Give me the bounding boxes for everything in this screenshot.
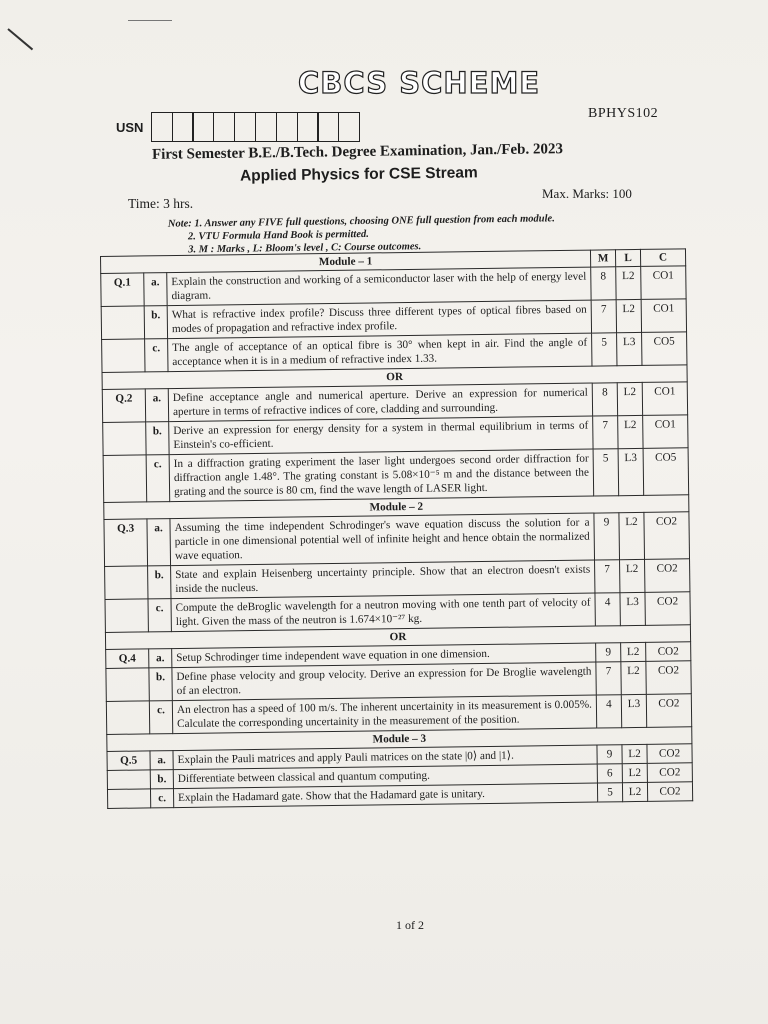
- question-text: In a diffraction grating experiment the laser light undergoes second order diffraction for diffraction angle 1.48°. The grating constant is 5.08×10⁻⁵ m and the distance between the grating and the source is 80 cm, find the wave length of LASER light.: [169, 449, 594, 502]
- question-marks: 7: [596, 662, 621, 695]
- exam-title: First Semester B.E./B.Tech. Degree Examination, Jan./Feb. 2023: [151, 141, 564, 163]
- question-part: b.: [149, 668, 172, 701]
- question-text: Compute the deBroglic wavelength for a neutron moving with one tenth part of velocity of light. Given the mass of the neutron is 1.674×10⁻²⁷ kg.: [171, 593, 595, 632]
- question-part: a.: [144, 273, 167, 306]
- question-outcome: CO2: [645, 592, 690, 626]
- question-part: b.: [144, 306, 167, 339]
- question-level: L2: [618, 415, 643, 448]
- question-level: L3: [621, 694, 646, 727]
- question-outcome: CO2: [646, 694, 691, 728]
- question-outcome: CO1: [642, 382, 687, 416]
- question-number: [105, 566, 148, 600]
- question-number: [107, 770, 150, 790]
- question-part: b.: [146, 422, 169, 455]
- question-marks: 5: [592, 333, 617, 366]
- usn-label: USN: [116, 120, 144, 135]
- question-outcome: CO1: [641, 266, 686, 300]
- top-mark: [128, 20, 172, 21]
- question-marks: 5: [597, 783, 622, 802]
- col-header-outcome: C: [640, 249, 685, 267]
- question-outcome: CO5: [643, 448, 689, 496]
- question-part: a.: [150, 751, 173, 770]
- subject-code: BPHYS102: [588, 106, 659, 121]
- module-heading: Module – 2: [104, 495, 689, 520]
- question-text: Explain the Pauli matrices and apply Pauli matrices on the state |0⟩ and |1⟩.: [173, 745, 597, 770]
- question-part: c.: [150, 789, 173, 808]
- col-header-marks: M: [590, 250, 615, 267]
- question-table: [100, 248, 693, 809]
- question-text: What is refractive index profile? Discuss three different types of optical fibres based on modes of propagation and refractive index profile.: [167, 300, 591, 339]
- module-heading: Module – 3: [107, 727, 692, 752]
- question-text: State and explain Heisenberg uncertainty principle. Show that an electron doesn't exists inside the nucleus.: [171, 560, 595, 599]
- question-number: [102, 339, 145, 373]
- question-number: Q.1: [101, 273, 144, 307]
- question-level: L3: [617, 332, 642, 365]
- col-header-level: L: [615, 249, 640, 266]
- usn-box: [151, 112, 173, 142]
- question-outcome: CO2: [646, 642, 691, 662]
- question-number: [107, 789, 150, 809]
- usn-box: [276, 112, 298, 142]
- max-marks: Max. Marks: 100: [542, 186, 632, 201]
- question-level: L2: [616, 299, 641, 332]
- note-1: Note: 1. Answer any FIVE full questions, choosing ONE full question from each module.: [167, 213, 555, 230]
- question-number: [106, 701, 149, 735]
- or-label: OR: [105, 625, 690, 650]
- question-text: Define phase velocity and group velocity. Derive an expression for De Broglie wavelength of an electron.: [172, 662, 596, 701]
- usn-box: [213, 112, 235, 142]
- usn-box: [192, 112, 214, 142]
- question-marks: 9: [597, 745, 622, 764]
- question-number: [103, 422, 146, 456]
- question-row: [104, 512, 690, 567]
- question-number: Q.4: [106, 649, 149, 669]
- question-level: L3: [618, 448, 644, 495]
- question-text: An electron has a speed of 100 m/s. The inherent uncertainity in its measurement is 0.005%. Calculate the corresponding uncertainity in the measurement of the position.: [172, 695, 596, 734]
- question-part: a.: [145, 389, 168, 422]
- usn-box: [338, 112, 360, 142]
- question-number: Q.2: [102, 389, 145, 423]
- note-2: 2. VTU Formula Hand Book is permitted.: [187, 228, 369, 243]
- question-part: c.: [146, 455, 170, 502]
- question-marks: 4: [595, 593, 620, 626]
- question-text: Explain the Hadamard gate. Show that the Hadamard gate is unitary.: [173, 783, 597, 808]
- question-marks: 8: [592, 383, 617, 416]
- question-level: L2: [620, 559, 645, 592]
- question-level: L2: [621, 661, 646, 694]
- question-outcome: CO2: [645, 559, 690, 593]
- question-text: Define acceptance angle and numerical aperture. Derive an expression for numerical aperture in terms of refractive indices of core, cladding and surrounding.: [168, 383, 592, 422]
- scheme-stamp: CBCS SCHEME: [298, 66, 541, 100]
- time-allowed: Time: 3 hrs.: [128, 196, 194, 211]
- question-number: Q.5: [107, 751, 150, 771]
- pen-mark: [7, 28, 33, 50]
- question-marks: 7: [595, 560, 620, 593]
- usn-box: [317, 112, 339, 142]
- question-level: L2: [617, 382, 642, 415]
- question-marks: 5: [593, 449, 619, 496]
- question-text: Explain the construction and working of a semiconductor laser with the help of energy level diagram.: [167, 267, 591, 306]
- usn-box: [255, 112, 277, 142]
- question-text: Assuming the time independent Schrodinger's wave equation discuss the solution for a particle in one dimensional potential well of infinite height and hence obtain the normalized wave equation.: [170, 513, 595, 566]
- question-level: L2: [619, 512, 645, 559]
- usn-box: [297, 112, 319, 142]
- question-number: [103, 455, 147, 503]
- question-outcome: CO2: [647, 763, 692, 783]
- question-outcome: CO1: [643, 415, 688, 449]
- question-part: c.: [149, 701, 172, 734]
- question-level: L2: [622, 782, 647, 801]
- question-outcome: CO2: [646, 661, 691, 695]
- question-level: L2: [622, 744, 647, 763]
- question-text: Setup Schrodinger time independent wave equation in one dimension.: [172, 643, 596, 668]
- question-outcome: CO2: [647, 782, 692, 802]
- usn-box: [234, 112, 256, 142]
- question-marks: 7: [591, 300, 616, 333]
- question-number: [106, 668, 149, 702]
- question-number: [101, 306, 144, 340]
- question-outcome: CO2: [647, 744, 692, 764]
- note-3: 3. M : Marks , L: Bloom's level , C: Course outcomes.: [188, 241, 422, 256]
- question-row: [103, 448, 689, 503]
- question-level: L3: [620, 592, 645, 625]
- usn-boxes: [152, 112, 360, 142]
- question-marks: 9: [596, 643, 621, 662]
- or-label: OR: [102, 365, 687, 390]
- module-heading: Module – 1: [101, 250, 591, 273]
- question-part: c.: [145, 339, 168, 372]
- question-number: [105, 599, 148, 633]
- usn-box: [172, 112, 194, 142]
- question-part: a.: [147, 519, 171, 566]
- question-text: Derive an expression for energy density for a system in thermal equilibrium in terms of Einstein's co-efficient.: [169, 416, 593, 455]
- question-part: b.: [150, 770, 173, 789]
- question-number: Q.3: [104, 519, 148, 567]
- question-part: b.: [148, 566, 171, 599]
- question-marks: 6: [597, 764, 622, 783]
- question-outcome: CO2: [644, 512, 690, 560]
- question-level: L2: [616, 266, 641, 299]
- page-number: 1 of 2: [396, 918, 424, 932]
- question-outcome: CO5: [642, 332, 687, 366]
- question-level: L2: [622, 763, 647, 782]
- question-text: Differentiate between classical and quantum computing.: [173, 764, 597, 789]
- question-level: L2: [621, 642, 646, 661]
- question-marks: 7: [593, 416, 618, 449]
- question-part: a.: [149, 649, 172, 668]
- question-text: The angle of acceptance of an optical fibre is 30° when kept in air. Find the angle of acceptance when it is in a medium of refractive index 1.33.: [168, 333, 592, 372]
- question-marks: 4: [596, 695, 621, 728]
- subject-title: Applied Physics for CSE Stream: [239, 164, 478, 185]
- question-marks: 9: [594, 513, 620, 560]
- question-part: c.: [148, 599, 171, 632]
- question-outcome: CO1: [641, 299, 686, 333]
- question-marks: 8: [591, 267, 616, 300]
